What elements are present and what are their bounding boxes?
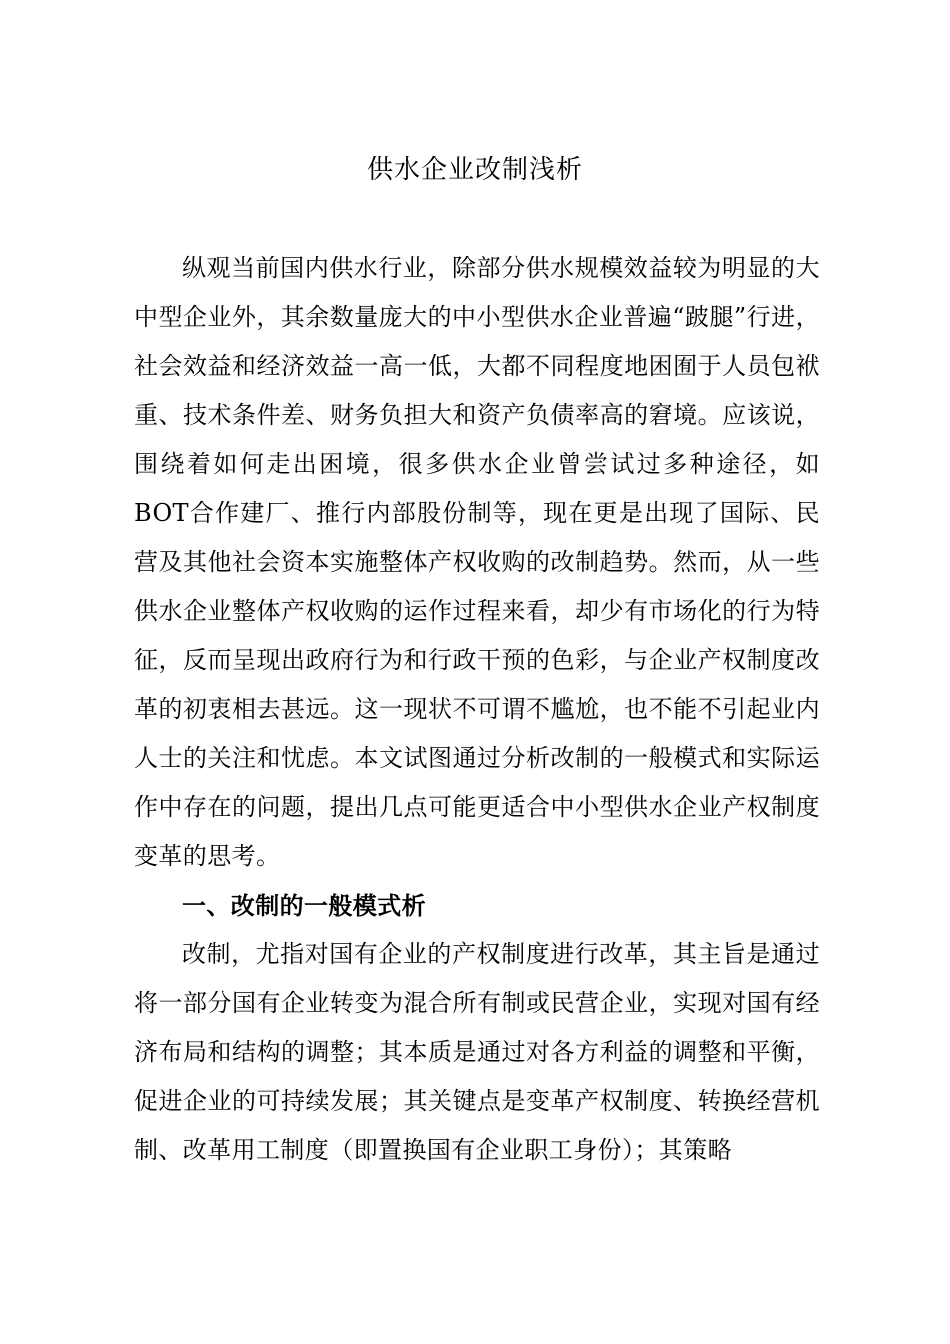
document-body	[134, 244, 820, 1175]
document-title: 供水企业改制浅析	[366, 155, 583, 185]
section-heading-1: 一、改制的一般模式析	[182, 891, 426, 920]
paragraph-intro: 纵观当前国内供水行业，除部分供水规模效益较为明显的大中型企业外，其余数量庞大的中小型供水企业普遍“跛腿”行进，社会效益和经济效益一高一低，大都不同程度地困囿于人员包袱重、技术条件差、财务负担大和资产负债率高的窘境。应该说，围绕着如何走出困境，很多供水企业曾尝试过多种途径，如BOT合作建厂、推行内部股份制等，现在更是出现了国际、民营及其他社会资本实施整体产权收购的改制趋势。然而，从一些供水企业整体产权收购的运作过程来看，却少有市场化的行为特征，反而呈现出政府行为和行政干预的色彩，与企业产权制度改革的初衷相去甚远。这一现状不可谓不尴尬，也不能不引起业内人士的关注和忧虑。本文试图通过分析改制的一般模式和实际运作中存在的问题，提出几点可能更适合中小型供水企业产权制度变革的思考。	[134, 254, 820, 870]
paragraph-section-1: 改制，尤指对国有企业的产权制度进行改革，其主旨是通过将一部分国有企业转变为混合所有制或民营企业，实现对国有经济布局和结构的调整；其本质是通过对各方利益的调整和平衡，促进企业的可持续发展；其关键点是变革产权制度、转换经营机制、改革用工制度（即置换国有企业职工身份）；其策略	[134, 940, 820, 1164]
